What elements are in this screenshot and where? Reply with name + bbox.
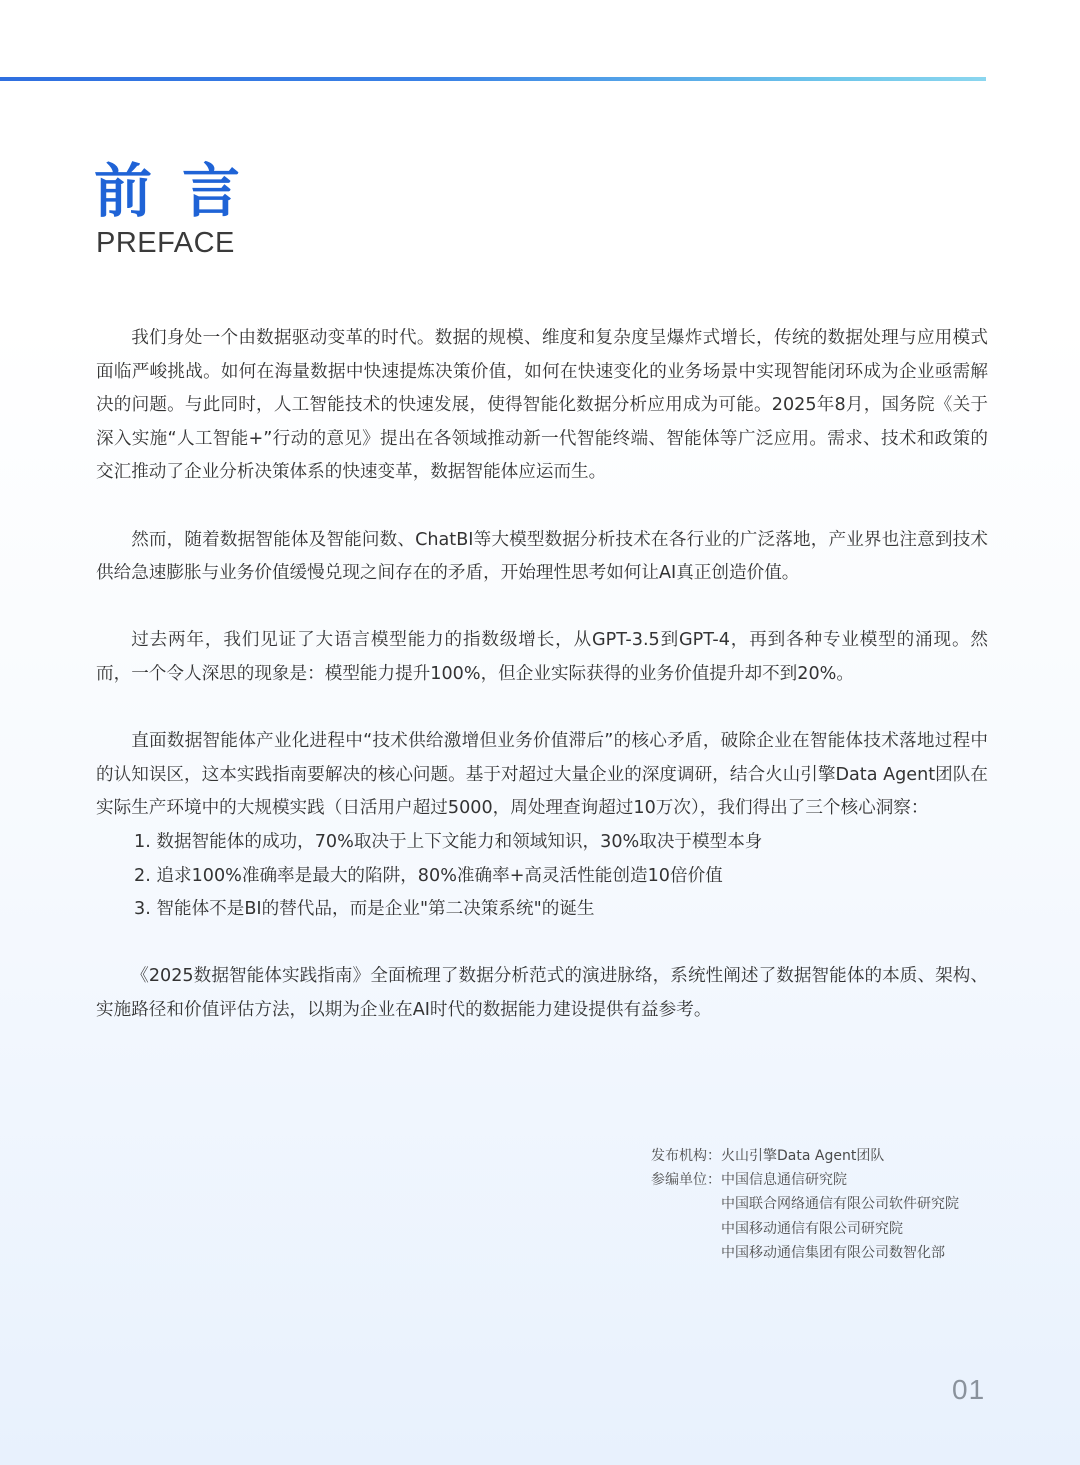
- insight-item: 3. 智能体不是BI的替代品，而是企业"第二决策系统"的诞生: [134, 899, 595, 920]
- page-subtitle: PREFACE: [96, 227, 235, 259]
- contributor-item: 中国移动通信有限公司研究院: [721, 1220, 903, 1237]
- insights-list: [96, 826, 988, 927]
- paragraph: 过去两年，我们见证了大语言模型能力的指数级增长，从GPT-3.5到GPT-4，再到各种专业模型的涌现。然而，一个令人深思的现象是：模型能力提升100%，但企业实际获得的业务价值提升却不到20%。: [96, 630, 988, 684]
- page-title: 前言: [94, 157, 271, 225]
- closing-paragraph: 《2025数据智能体实践指南》全面梳理了数据分析范式的演进脉络，系统性阐述了数据智能体的本质、架构、实施路径和价值评估方法，以期为企业在AI时代的数据能力建设提供有益参考。: [96, 966, 988, 1020]
- page-number: 01: [952, 1374, 986, 1405]
- contributor-item: 中国移动通信集团有限公司数智化部: [721, 1244, 945, 1261]
- publisher-label: 发布机构：: [651, 1148, 721, 1164]
- contributors-label: 参编单位：: [651, 1172, 721, 1189]
- contributor-item: 中国联合网络通信有限公司软件研究院: [721, 1196, 959, 1213]
- credits-block: [651, 1144, 959, 1265]
- insight-item: 2. 追求100%准确率是最大的陷阱，80%准确率+高灵活性能创造10倍价值: [134, 865, 723, 886]
- paragraph: 然而，随着数据智能体及智能问数、ChatBI等大模型数据分析技术在各行业的广泛落地，产业界也注意到技术供给急速膨胀与业务价值缓慢兑现之间存在的矛盾，开始理性思考如何让AI真正创造价值。: [96, 529, 988, 584]
- contributors-list: [721, 1168, 959, 1265]
- header-divider: [0, 77, 986, 81]
- publisher-name: 火山引擎Data Agent团队: [721, 1148, 885, 1164]
- insights-section: [96, 725, 988, 927]
- contributor-item: 中国信息通信研究院: [721, 1172, 847, 1189]
- insights-lead: 直面数据智能体产业化进程中“技术供给激增但业务价值滞后”的核心矛盾，破除企业在智能体技术落地过程中的认知误区，这本实践指南要解决的核心问题。基于对超过大量企业的深度调研，结合火山引擎Data Agent团队在实际生产环境中的大规模实践（日活用户超过5000，周处理查询超过10万次），我们得出了三个核心洞察：: [96, 731, 988, 819]
- paragraph: 我们身处一个由数据驱动变革的时代。数据的规模、维度和复杂度呈爆炸式增长，传统的数据处理与应用模式面临严峻挑战。如何在海量数据中快速提炼决策价值，如何在快速变化的业务场景中实现智能闭环成为企业亟需解决的问题。与此同时，人工智能技术的快速发展，使得智能化数据分析应用成为可能。2025年8月，国务院《关于深入实施“人工智能+”行动的意见》提出在各领域推动新一代智能终端、智能体等广泛应用。需求、技术和政策的交汇推动了企业分析决策体系的快速变革，数据智能体应运而生。: [96, 328, 988, 483]
- insight-item: 1. 数据智能体的成功，70%取决于上下文能力和领域知识，30%取决于模型本身: [134, 831, 763, 852]
- preface-body: [96, 322, 988, 1027]
